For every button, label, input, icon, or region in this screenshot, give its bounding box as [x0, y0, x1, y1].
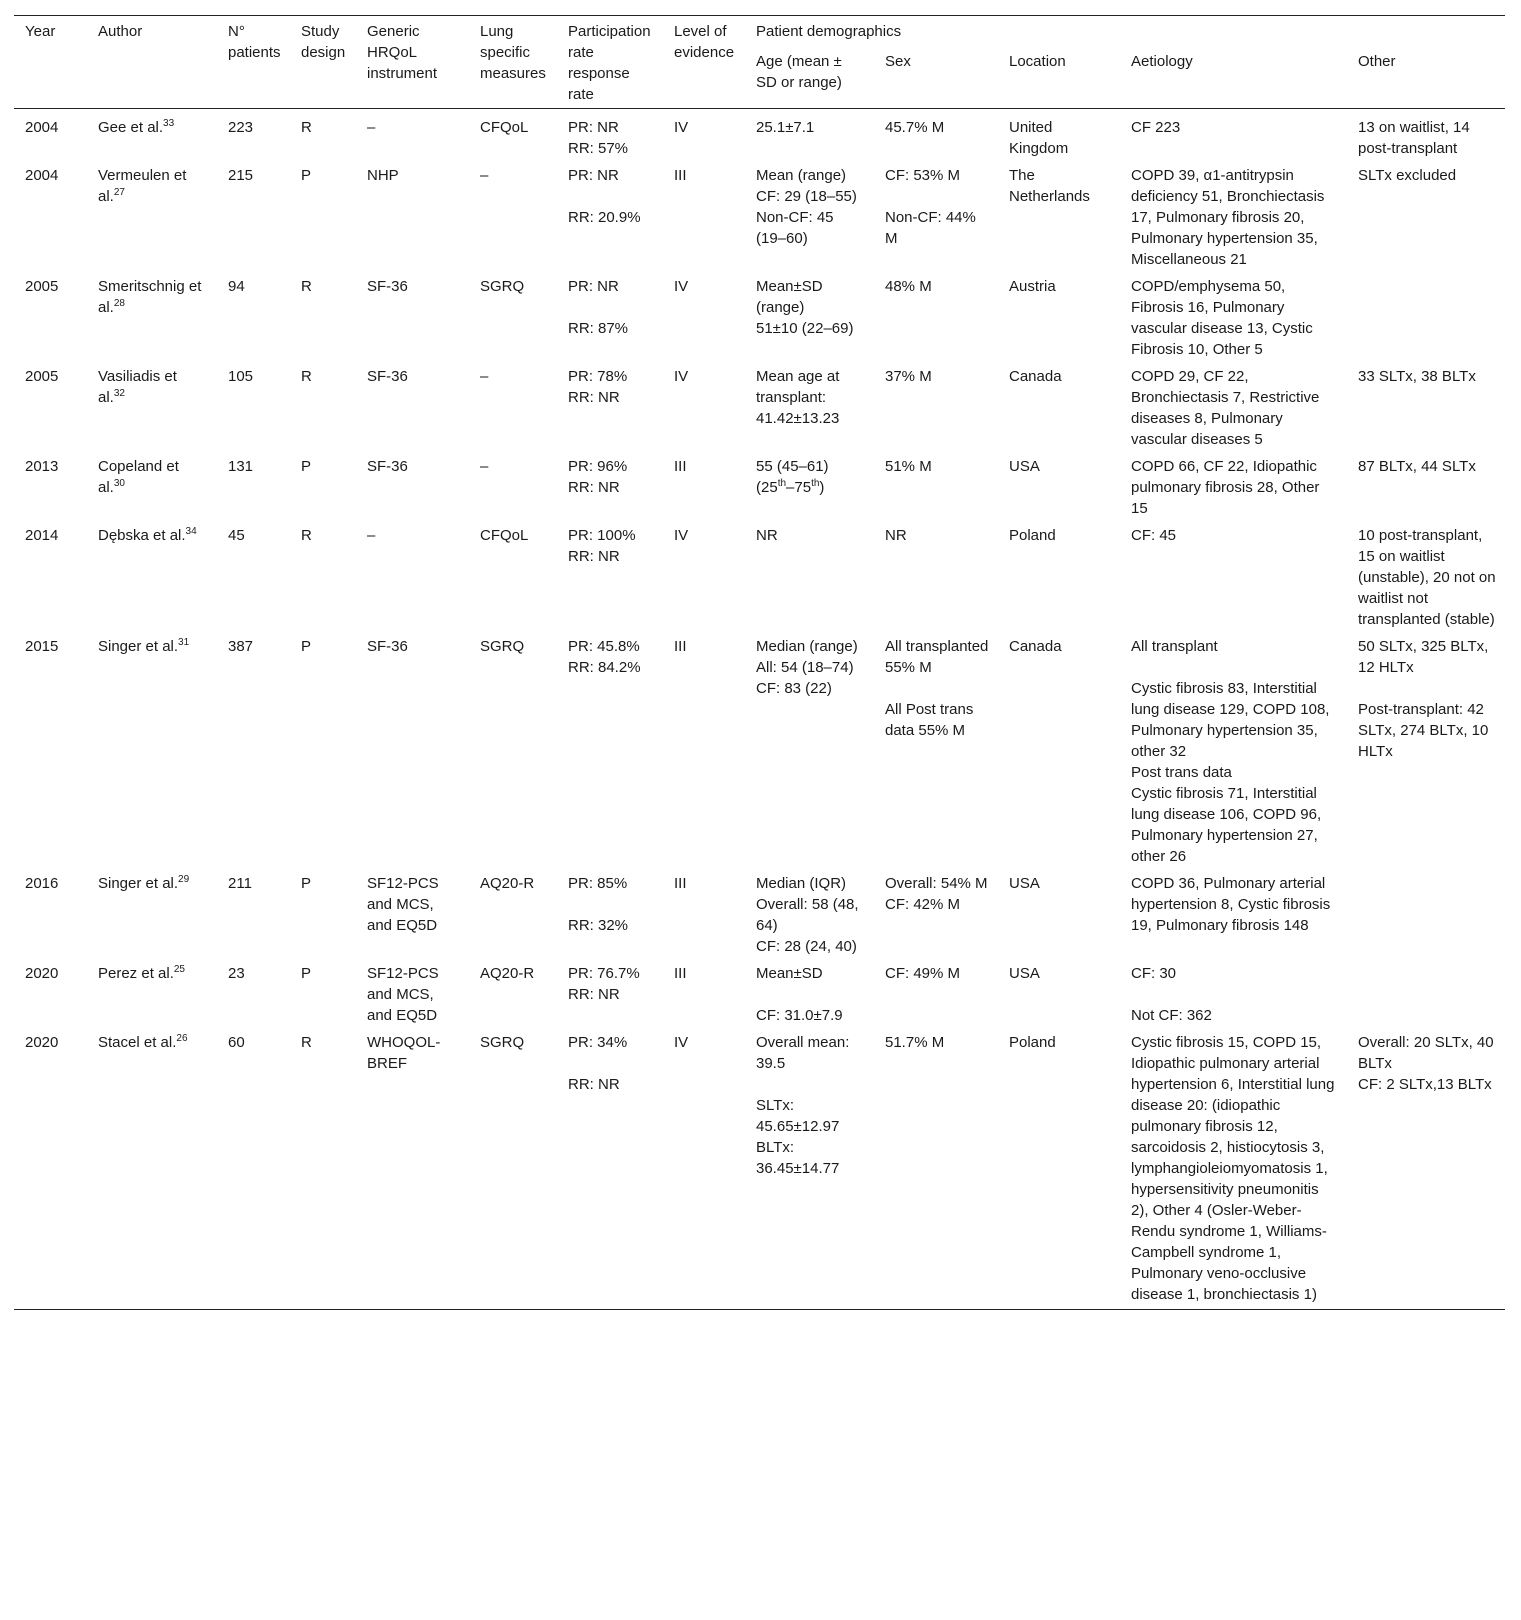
cell-other	[1347, 453, 1505, 522]
cell-lung: AQ20-R	[480, 965, 535, 982]
rate-line: RR: NR	[568, 1076, 620, 1093]
cell-design: R	[301, 119, 312, 136]
cell-age	[745, 1029, 874, 1310]
cell-design: P	[301, 167, 312, 184]
sex-line: 51.7% M	[885, 1034, 945, 1051]
cell-patients: 211	[228, 875, 252, 892]
table-row	[14, 870, 1505, 960]
cell-generic: SF-36	[367, 278, 408, 295]
col-year: Year	[25, 23, 56, 40]
rate-line: RR: NR	[568, 389, 620, 406]
cell-other	[1347, 109, 1505, 163]
col-location: Location	[1009, 52, 1066, 70]
age-line: Mean age at transplant: 41.42±13.23	[756, 368, 840, 427]
age-line: Non-CF: 45 (19–60)	[756, 209, 834, 247]
rate-line: RR: 84.2%	[568, 659, 641, 676]
rate-line: RR: 20.9%	[568, 209, 641, 226]
cell-sex	[874, 870, 998, 960]
cell-design: R	[301, 368, 312, 385]
table-row	[14, 453, 1505, 522]
cell-author: Singer et al.$^{31}$	[98, 637, 190, 655]
cell-generic: –	[367, 119, 376, 136]
cell-age	[745, 162, 874, 273]
cell-evidence: III	[674, 167, 687, 184]
cell-age	[745, 273, 874, 363]
cell-year: 2015	[25, 638, 59, 655]
other-line: Post-transplant: 42 SLTx, 274 BLTx, 10 HLTx	[1358, 701, 1489, 760]
age-line: Median (range)	[756, 638, 858, 655]
rate-line: PR: 34%	[568, 1034, 628, 1051]
cell-participation	[557, 453, 663, 522]
cell-patients: 387	[228, 638, 254, 655]
cell-sex	[874, 273, 998, 363]
col-age: Age (mean ± SD or range)	[756, 52, 842, 91]
cell-age	[745, 870, 874, 960]
aetiology-line: COPD/emphysema 50, Fibrosis 16, Pulmonary vascular disease 13, Cystic Fibrosis 10, Other 5	[1131, 278, 1313, 358]
table-row	[14, 363, 1505, 453]
age-line: 51±10 (22–69)	[756, 320, 854, 337]
cell-lung: CFQoL	[480, 119, 529, 136]
cell-evidence: III	[674, 458, 687, 475]
cell-aetiology	[1120, 109, 1347, 163]
rate-line: PR: 96%	[568, 458, 628, 475]
cell-evidence: IV	[674, 278, 689, 295]
cell-evidence: IV	[674, 1034, 689, 1051]
rate-line: PR: 100%	[568, 527, 636, 544]
cell-author: Smeritschnig et al.$^{28}$	[98, 278, 202, 316]
col-level-of-evidence: Level of evidence	[674, 23, 735, 61]
table-row	[14, 633, 1505, 870]
cell-patients: 60	[228, 1034, 245, 1051]
rate-line: PR: 85%	[568, 875, 628, 892]
cell-design: R	[301, 278, 312, 295]
aetiology-line: Cystic fibrosis 15, COPD 15, Idiopathic pulmonary arterial hypertension 6, Interstitial lung disease 20: (idiopathic pulmonary fibrosis 12, sarcoidosis 2, histiocytosis 3, lymphangioleiomyomatosis 1, hypersensitivity pneumonitis 2), Other 4 (Osler-Weber-Rendu syndrome 1, Williams-Campbell syndrome 1, Pulmonary veno-occlusive disease 1, bronchiectasis 1)	[1131, 1034, 1335, 1303]
other-line: 50 SLTx, 325 BLTx, 12 HLTx	[1358, 638, 1489, 676]
aetiology-line: Cystic fibrosis 83, Interstitial lung disease 129, COPD 108, Pulmonary hypertension 35, other 32	[1131, 680, 1330, 760]
sex-line: NR	[885, 527, 907, 544]
reference-number: 28	[113, 298, 125, 309]
cell-location: Poland	[1009, 1034, 1056, 1051]
rate-line: PR: NR	[568, 167, 619, 184]
age-line: CF: 28 (24, 40)	[756, 938, 857, 955]
cell-evidence: IV	[674, 527, 689, 544]
cell-author: Stacel et al.$^{26}$	[98, 1033, 188, 1051]
cell-other	[1347, 522, 1505, 633]
aetiology-line: COPD 66, CF 22, Idiopathic pulmonary fibrosis 28, Other 15	[1131, 458, 1320, 517]
cell-age	[745, 633, 874, 870]
age-line: Overall mean: 39.5	[756, 1034, 850, 1072]
sex-line: All Post trans data 55% M	[885, 701, 974, 739]
cell-year: 2014	[25, 527, 59, 544]
cell-sex	[874, 109, 998, 163]
cell-aetiology	[1120, 633, 1347, 870]
age-line: Overall: 58 (48, 64)	[756, 896, 859, 934]
age-line: Median (IQR)	[756, 875, 847, 892]
sex-line: Non-CF: 44% M	[885, 209, 976, 247]
cell-other	[1347, 1029, 1505, 1310]
reference-number: 27	[113, 187, 125, 198]
table-row	[14, 162, 1505, 273]
cell-participation	[557, 870, 663, 960]
age-line: CF: 31.0±7.9	[756, 1007, 843, 1024]
rate-line: RR: 32%	[568, 917, 629, 934]
cell-patients: 94	[228, 278, 245, 295]
cell-year: 2020	[25, 965, 59, 982]
sex-line: All transplanted 55% M	[885, 638, 989, 676]
cell-sex	[874, 162, 998, 273]
cell-generic: –	[367, 527, 376, 544]
cell-lung: CFQoL	[480, 527, 529, 544]
cell-other	[1347, 273, 1505, 363]
cell-location: United Kingdom	[1009, 119, 1069, 157]
cell-lung: SGRQ	[480, 1034, 525, 1051]
cell-lung: –	[480, 167, 489, 184]
cell-generic: WHOQOL-BREF	[367, 1034, 441, 1072]
col-study-design: Study design	[301, 23, 346, 61]
cell-participation	[557, 1029, 663, 1310]
cell-evidence: IV	[674, 119, 689, 136]
cell-evidence: III	[674, 638, 687, 655]
cell-patients: 105	[228, 368, 254, 385]
cell-other	[1347, 363, 1505, 453]
age-line: SLTx: 45.65±12.97	[756, 1097, 840, 1135]
cell-generic: NHP	[367, 167, 399, 184]
table-body	[14, 109, 1505, 1310]
cell-lung: SGRQ	[480, 638, 525, 655]
table-row	[14, 109, 1505, 163]
cell-aetiology	[1120, 162, 1347, 273]
cell-patients: 23	[228, 965, 245, 982]
cell-location: The Netherlands	[1009, 167, 1090, 205]
col-lung-measures: Lung specific measures	[480, 23, 546, 82]
cell-age	[745, 453, 874, 522]
cell-location: Austria	[1009, 278, 1056, 295]
cell-sex	[874, 363, 998, 453]
sex-line: Overall: 54% M	[885, 875, 988, 892]
age-line: Mean (range)	[756, 167, 847, 184]
aetiology-line: CF: 45	[1131, 527, 1177, 544]
cell-year: 2005	[25, 278, 59, 295]
other-line: 33 SLTx, 38 BLTx	[1358, 368, 1476, 385]
age-line: 55 (45–61) (25th–75th)	[756, 458, 829, 496]
cell-location: Canada	[1009, 368, 1062, 385]
aetiology-line: Post trans data	[1131, 764, 1232, 781]
age-line: CF: 29 (18–55)	[756, 188, 857, 205]
cell-sex	[874, 633, 998, 870]
cell-author: Singer et al.$^{29}$	[98, 874, 190, 892]
age-line: Mean±SD (range)	[756, 278, 823, 316]
cell-evidence: III	[674, 965, 687, 982]
cell-location: Canada	[1009, 638, 1062, 655]
rate-line: RR: NR	[568, 986, 620, 1003]
cell-sex	[874, 1029, 998, 1310]
cell-participation	[557, 633, 663, 870]
cell-aetiology	[1120, 960, 1347, 1029]
age-line: NR	[756, 527, 778, 544]
cell-year: 2016	[25, 875, 59, 892]
study-table	[14, 15, 1505, 1310]
sex-line: 48% M	[885, 278, 932, 295]
rate-line: PR: NR	[568, 119, 619, 136]
cell-patients: 45	[228, 527, 245, 544]
cell-participation	[557, 162, 663, 273]
age-line: CF: 83 (22)	[756, 680, 832, 697]
aetiology-line: COPD 36, Pulmonary arterial hypertension 8, Cystic fibrosis 19, Pulmonary fibrosis 148	[1131, 875, 1331, 934]
other-line: 87 BLTx, 44 SLTx	[1358, 458, 1476, 475]
rate-line: PR: 76.7%	[568, 965, 640, 982]
cell-generic: SF12-PCS and MCS, and EQ5D	[367, 875, 439, 934]
cell-generic: SF-36	[367, 458, 408, 475]
rate-line: RR: NR	[568, 548, 620, 565]
cell-design: P	[301, 638, 312, 655]
reference-number: 32	[113, 388, 125, 399]
cell-location: USA	[1009, 875, 1040, 892]
col-participation-rate: Participation rate response rate	[568, 23, 651, 103]
cell-generic: SF-36	[367, 368, 408, 385]
cell-year: 2004	[25, 167, 59, 184]
reference-number: 29	[178, 874, 190, 885]
cell-design: P	[301, 875, 312, 892]
aetiology-line: CF 223	[1131, 119, 1181, 136]
cell-other	[1347, 870, 1505, 960]
cell-sex	[874, 453, 998, 522]
rate-line: RR: 57%	[568, 140, 629, 157]
table-row	[14, 960, 1505, 1029]
cell-year: 2005	[25, 368, 59, 385]
cell-location: USA	[1009, 965, 1040, 982]
col-sex: Sex	[885, 52, 911, 70]
cell-lung: SGRQ	[480, 278, 525, 295]
cell-participation	[557, 522, 663, 633]
other-line: 10 post-transplant, 15 on waitlist (unstable), 20 not on waitlist not transplanted (stable)	[1358, 527, 1496, 628]
table-row	[14, 522, 1505, 633]
cell-year: 2013	[25, 458, 59, 475]
sex-line: CF: 49% M	[885, 965, 961, 982]
cell-generic: SF-36	[367, 638, 408, 655]
cell-participation	[557, 363, 663, 453]
cell-design: R	[301, 527, 312, 544]
cell-author: Dębska et al.$^{34}$	[98, 526, 197, 544]
cell-aetiology	[1120, 273, 1347, 363]
sex-line: CF: 53% M	[885, 167, 961, 184]
aetiology-line: Not CF: 362	[1131, 1007, 1212, 1024]
table-row	[14, 1029, 1505, 1310]
col-generic-instrument: Generic HRQoL instrument	[367, 23, 438, 82]
cell-patients: 131	[228, 458, 254, 475]
rate-line: RR: NR	[568, 479, 620, 496]
cell-sex	[874, 522, 998, 633]
cell-aetiology	[1120, 453, 1347, 522]
cell-other	[1347, 960, 1505, 1029]
cell-location: USA	[1009, 458, 1040, 475]
cell-lung: AQ20-R	[480, 875, 535, 892]
age-line: 25.1±7.1	[756, 119, 815, 136]
cell-age	[745, 522, 874, 633]
cell-aetiology	[1120, 522, 1347, 633]
age-line: BLTx: 36.45±14.77	[756, 1139, 840, 1177]
cell-age	[745, 960, 874, 1029]
sex-line: 51% M	[885, 458, 932, 475]
cell-design: R	[301, 1034, 312, 1051]
cell-age	[745, 363, 874, 453]
reference-number: 31	[178, 637, 190, 648]
cell-participation	[557, 273, 663, 363]
cell-author: Gee et al.$^{33}$	[98, 118, 175, 136]
cell-author: Perez et al.$^{25}$	[98, 964, 185, 982]
other-line: CF: 2 SLTx,13 BLTx	[1358, 1076, 1492, 1093]
reference-number: 30	[113, 478, 125, 489]
aetiology-line: Cystic fibrosis 71, Interstitial lung disease 106, COPD 96, Pulmonary hypertension 27, other 26	[1131, 785, 1322, 865]
cell-year: 2004	[25, 119, 59, 136]
aetiology-line: All transplant	[1131, 638, 1218, 655]
cell-evidence: III	[674, 875, 687, 892]
cell-location: Poland	[1009, 527, 1056, 544]
aetiology-line: COPD 29, CF 22, Bronchiectasis 7, Restrictive diseases 8, Pulmonary vascular diseases 5	[1131, 368, 1320, 448]
reference-number: 33	[163, 118, 175, 129]
cell-lung: –	[480, 458, 489, 475]
cell-age	[745, 109, 874, 163]
cell-generic: SF12-PCS and MCS, and EQ5D	[367, 965, 439, 1024]
cell-author: Vasiliadis et al.$^{32}$	[98, 368, 177, 406]
reference-number: 26	[176, 1033, 188, 1044]
age-line: All: 54 (18–74)	[756, 659, 854, 676]
col-aetiology: Aetiology	[1131, 52, 1193, 70]
col-patients: N° patients	[228, 23, 281, 61]
cell-lung: –	[480, 368, 489, 385]
other-line: 13 on waitlist, 14 post-transplant	[1358, 119, 1470, 157]
cell-author: Vermeulen et al.$^{27}$	[98, 167, 187, 205]
cell-author: Copeland et al.$^{30}$	[98, 458, 179, 496]
cell-other	[1347, 633, 1505, 870]
cell-participation	[557, 960, 663, 1029]
aetiology-line: COPD 39, α1-antitrypsin deficiency 51, Bronchiectasis 17, Pulmonary fibrosis 20, Pulmonary hypertension 35, Miscellaneous 21	[1131, 167, 1325, 268]
cell-patients: 215	[228, 167, 254, 184]
rate-line: PR: NR	[568, 278, 619, 295]
table-row	[14, 273, 1505, 363]
col-author: Author	[98, 23, 143, 40]
sex-line: 45.7% M	[885, 119, 945, 136]
table-header	[14, 16, 1505, 109]
sex-line: 37% M	[885, 368, 932, 385]
col-other: Other	[1358, 52, 1396, 70]
other-line: Overall: 20 SLTx, 40 BLTx	[1358, 1034, 1494, 1072]
col-group-demographics: Patient demographics	[756, 23, 902, 40]
other-line: SLTx excluded	[1358, 167, 1457, 184]
cell-aetiology	[1120, 363, 1347, 453]
cell-design: P	[301, 965, 312, 982]
cell-evidence: IV	[674, 368, 689, 385]
cell-year: 2020	[25, 1034, 59, 1051]
cell-participation	[557, 109, 663, 163]
rate-line: RR: 87%	[568, 320, 629, 337]
cell-other	[1347, 162, 1505, 273]
cell-sex	[874, 960, 998, 1029]
aetiology-line: CF: 30	[1131, 965, 1177, 982]
cell-patients: 223	[228, 119, 254, 136]
cell-aetiology	[1120, 870, 1347, 960]
rate-line: PR: 45.8%	[568, 638, 640, 655]
cell-design: P	[301, 458, 312, 475]
age-line: Mean±SD	[756, 965, 823, 982]
sex-line: CF: 42% M	[885, 896, 961, 913]
reference-number: 34	[185, 526, 197, 537]
cell-aetiology	[1120, 1029, 1347, 1310]
rate-line: PR: 78%	[568, 368, 628, 385]
reference-number: 25	[173, 964, 185, 975]
